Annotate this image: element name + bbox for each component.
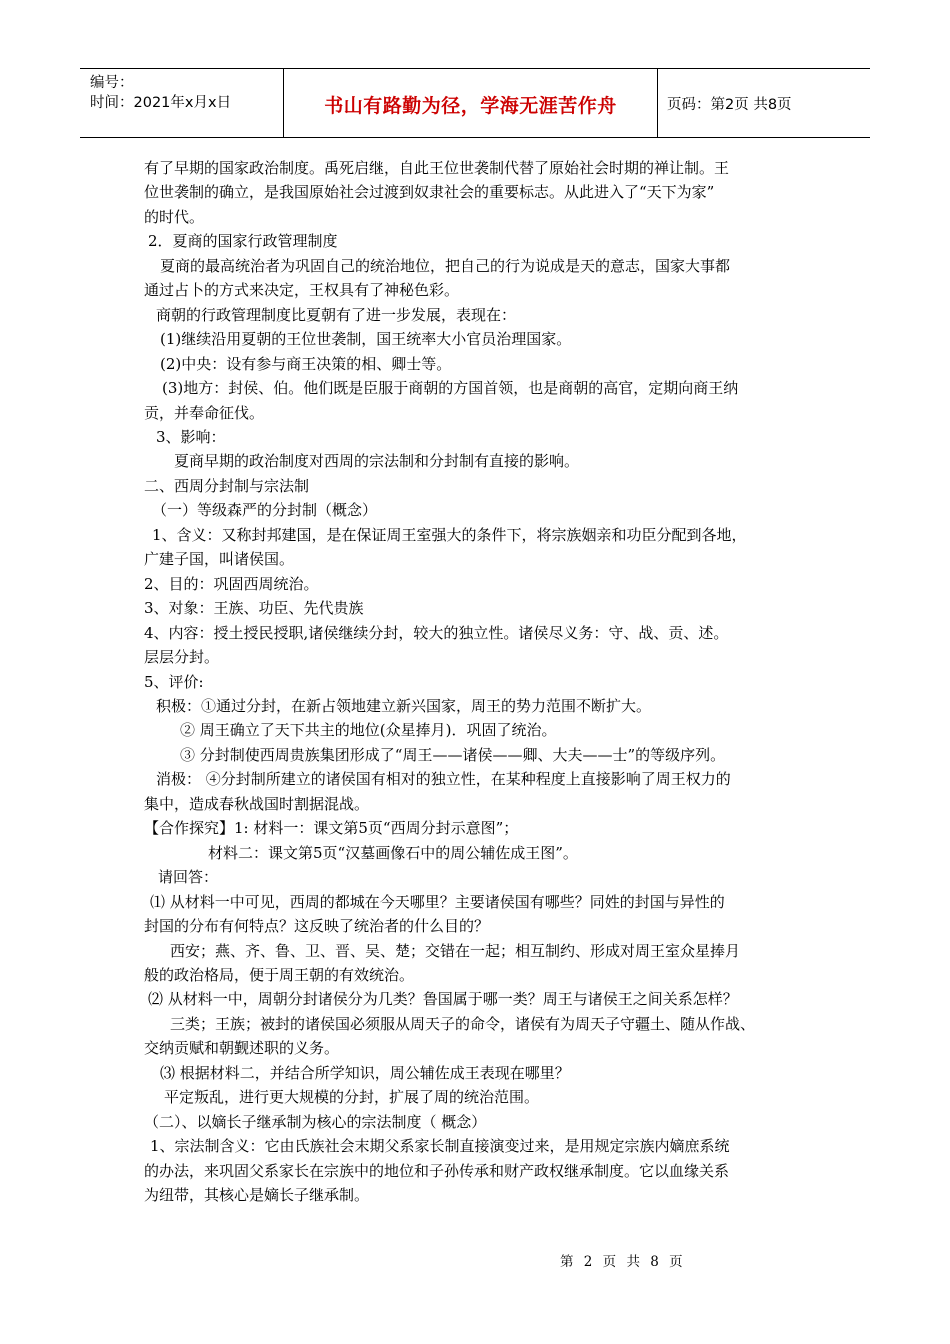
header-meta <box>90 73 231 113</box>
text-line: （二）、以嫡长子继承制为核心的宗法制度（ 概念） <box>144 1112 487 1131</box>
text-line: 商朝的行政管理制度比夏朝有了进一步发展，表现在： <box>156 305 517 324</box>
text-line: 的时代。 <box>144 207 205 226</box>
text-line: 三类；王族；被封的诸侯国必须服从周天子的命令，诸侯有为周天子守疆土、随从作战、 <box>170 1014 756 1033</box>
text-line: 1、宗法制含义：它由氏族社会末期父系家长制直接演变过来，是用规定宗族内嫡庶系统 <box>150 1137 730 1156</box>
text-line: ⑶ 根据材料二，并结合所学知识，周公辅佐成王表现在哪里？ <box>160 1063 570 1082</box>
header-divider <box>657 69 658 137</box>
text-line: 平定叛乱，进行更大规模的分封，扩展了周的统治范围。 <box>164 1088 540 1107</box>
text-line: 贡，并奉命征伐。 <box>144 403 265 422</box>
text-line: 积极：①通过分封，在新占领地建立新兴国家，周王的势力范围不断扩大。 <box>156 696 652 715</box>
text-line: 般的政治格局，便于周王朝的有效统治。 <box>144 965 415 984</box>
text-line: 2、目的：巩固西周统治。 <box>144 574 319 593</box>
text-line: 有了早期的国家政治制度。禹死启继，自此王位世袭制代替了原始社会时期的禅让制。王 <box>144 159 730 177</box>
text-line: 5、评价: <box>144 672 204 691</box>
text-line: 1、含义：又称封邦建国，是在保证周王室强大的条件下，将宗族姻亲和功臣分配到各地， <box>152 525 747 544</box>
header-date-label: 时间：2021年x月x日 <box>90 95 232 111</box>
text-line: 2．夏商的国家行政管理制度 <box>148 232 338 251</box>
text-line: ⑴ 从材料一中可见，西周的都城在今天哪里？主要诸侯国有哪些？同姓的封国与异性的 <box>150 892 725 911</box>
text-line: 【合作探究】1: 材料一：课文第5页“西周分封示意图”； <box>144 819 519 838</box>
text-line: 材料二：课文第5页“汉墓画像石中的周公辅佐成王图”。 <box>208 843 578 862</box>
header-page-label: 页码：第2页 共8页 <box>667 97 792 113</box>
text-line: 的办法，来巩固父系家长在宗族中的地位和子孙传承和财产政权继承制度。它以血缘关系 <box>144 1161 730 1180</box>
text-line: (1)继续沿用夏朝的王位世袭制，国王统率大小官员治理国家。 <box>160 330 572 349</box>
text-line: ③ 分封制使西周贵族集团形成了“周王——诸侯——卿、大夫——士”的等级序列。 <box>180 745 726 764</box>
text-line: 夏商的最高统治者为巩固自己的统治地位，把自己的行为说成是天的意志，国家大事都 <box>160 256 731 275</box>
page-header <box>80 68 870 138</box>
text-line: (3)地方：封侯、伯。他们既是臣服于商朝的方国首领，也是商朝的高官，定期向商王纳 <box>162 379 739 398</box>
text-line: 广建子国，叫诸侯国。 <box>144 550 295 569</box>
text-line: 西安；燕、齐、鲁、卫、晋、吴、楚；交错在一起；相互制约、形成对周王室众星捧月 <box>170 941 741 960</box>
text-line: 二、西周分封制与宗法制 <box>144 476 310 495</box>
text-line: 封国的分布有何特点？这反映了统治者的什么目的？ <box>144 917 490 936</box>
text-line: 通过占卜的方式来决定，王权具有了神秘色彩。 <box>144 281 460 300</box>
text-line: 位世袭制的确立，是我国原始社会过渡到奴隶社会的重要标志。从此进入了“天下为家” <box>144 183 715 202</box>
text-line: 夏商早期的政治制度对西周的宗法制和分封制有直接的影响。 <box>174 452 580 471</box>
text-line: 3、影响： <box>156 427 226 446</box>
text-line: 交纳贡赋和朝觐述职的义务。 <box>144 1039 340 1058</box>
text-line: 层层分封。 <box>144 648 220 667</box>
text-line: 3、对象：王族、功臣、先代贵族 <box>144 599 364 618</box>
text-line: ② 周王确立了天下共主的地位(众星捧月)．巩固了统治。 <box>180 721 557 740</box>
text-line: 集中，造成春秋战国时割据混战。 <box>144 794 370 813</box>
text-line: 为纽带，其核心是嫡长子继承制。 <box>144 1186 370 1205</box>
document-body <box>144 156 808 1207</box>
text-line: （一）等级森严的分封制（概念） <box>152 501 378 520</box>
text-line: 4、内容：授土授民授职,诸侯继续分封，较大的独立性。诸侯尽义务：守、战、贡、述。 <box>144 623 729 642</box>
text-line: 消极： ④分封制所建立的诸侯国有相对的独立性，在某种程度上直接影响了周王权力的 <box>156 770 731 789</box>
page-footer: 第 2 页 共 8 页 <box>560 1254 686 1270</box>
text-line: (2)中央：设有参与商王决策的相、卿士等。 <box>160 354 452 373</box>
text-line: 请回答： <box>158 868 219 887</box>
header-motto: 书山有路勤为径，学海无涯苦作舟 <box>324 95 617 117</box>
header-number-label: 编号： <box>90 75 134 91</box>
text-line: ⑵ 从材料一中，周朝分封诸侯分为几类？鲁国属于哪一类？周王与诸侯王之间关系怎样？ <box>148 990 738 1009</box>
